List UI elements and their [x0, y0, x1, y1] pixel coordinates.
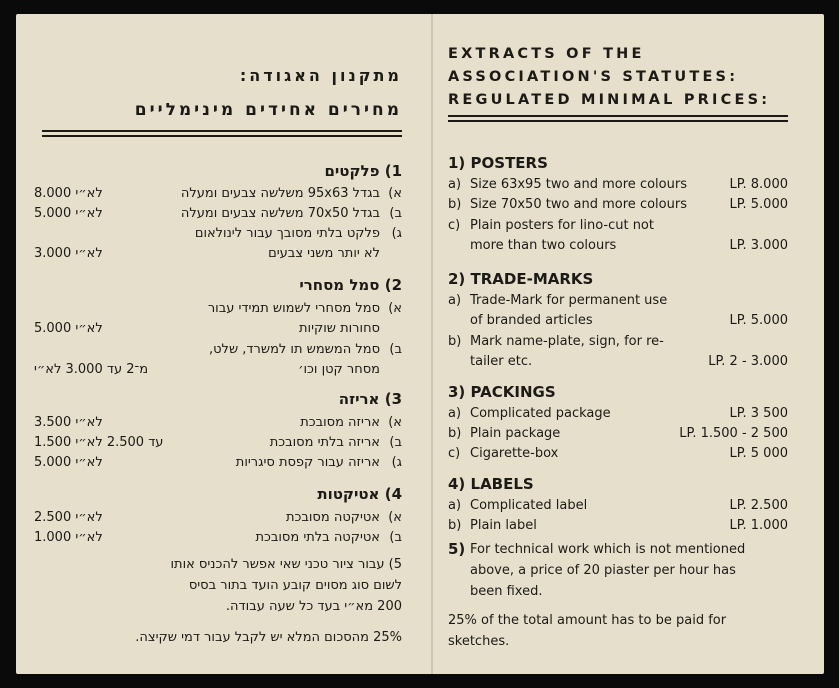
english-price-item: [448, 177, 788, 192]
item-text: Size 70x50 two and more colours: [470, 197, 687, 212]
item-label: b): [448, 518, 462, 533]
english-price-item: [448, 293, 788, 308]
item-price: LP. 8.000: [729, 177, 788, 192]
item-price: LP. 2 - 3.000: [708, 354, 788, 369]
hebrew-title-rule: [42, 130, 402, 132]
hebrew-section-heading: 4) אטיקטות: [317, 485, 402, 503]
item-label: a): [448, 406, 462, 421]
item-price: LP. 5.000: [729, 313, 788, 328]
item-label: a): [448, 498, 462, 513]
section-5-line: For technical work which is not mentioned: [470, 542, 746, 557]
hebrew-price-item: [34, 415, 402, 430]
item-price: מ־2 עד 3.000 לא״י: [34, 362, 149, 377]
hebrew-title-line-1: מתקנון האגודה:: [239, 66, 402, 85]
footer-line: sketches.: [448, 634, 510, 649]
item-price: 1.000 לא״י: [34, 530, 103, 545]
english-title-line-3: REGULATED MINIMAL PRICES:: [448, 92, 771, 108]
english-column: [448, 14, 798, 674]
item-label: א): [388, 415, 402, 430]
item-label: ב): [389, 206, 402, 221]
hebrew-section-heading: 1) פלקטים: [324, 162, 402, 180]
item-text: אריזה עבור קפסת סיגריות: [235, 455, 380, 470]
section-5-line: לשום סוג מסוים קובע הועד בתור בסיס: [188, 578, 402, 593]
hebrew-price-item: [34, 455, 402, 470]
hebrew-price-item: [34, 301, 402, 316]
section-5-line: 5) עבור ציור טכני שאי אפשר להכניס אותו: [170, 557, 402, 572]
item-label: c): [448, 446, 461, 461]
item-price: LP. 3 500: [729, 406, 788, 421]
english-section-heading: 3) PACKINGS: [448, 383, 556, 401]
hebrew-price-item: [34, 206, 402, 221]
english-price-item: [448, 498, 788, 513]
item-label: b): [448, 197, 462, 212]
item-price: 5.000 לא״י: [34, 321, 103, 336]
center-fold: [431, 14, 433, 674]
english-footer: [448, 610, 793, 652]
item-price: LP. 3.000: [729, 238, 788, 253]
english-price-item: [448, 334, 788, 349]
item-label: b): [448, 426, 462, 441]
footer-line: 25% of the total amount has to be paid for: [448, 613, 727, 628]
hebrew-price-item: [34, 226, 402, 241]
item-price: 5.000 לא״י: [34, 206, 103, 221]
english-section-heading: 1) POSTERS: [448, 154, 548, 172]
item-label: ב): [389, 530, 402, 545]
item-price: LP. 1.000: [729, 518, 788, 533]
section-5-number: 5): [448, 540, 466, 558]
item-text: tailer etc.: [470, 354, 533, 369]
item-label: a): [448, 177, 462, 192]
item-price: 3.000 לא״י: [34, 246, 103, 261]
item-text: בגדל 95x63 משלשה צבעים ומעלה: [180, 186, 380, 201]
item-text: פלקט בלתי מסובך עבור לינולאום: [194, 226, 380, 241]
price-leaflet: [16, 14, 824, 674]
item-price: 1.500 עד 2.500 לא״י: [34, 435, 164, 450]
english-title-rule-2: [448, 120, 788, 122]
item-text: אטיקטה בלתי מסובכת: [255, 530, 380, 545]
hebrew-title-rule-2: [42, 135, 402, 137]
item-text: מסחר קטן וכו׳: [298, 362, 380, 377]
item-label: c): [448, 218, 461, 233]
english-price-item: [448, 354, 788, 369]
hebrew-title-line-2: מחירים אחידים מינימליים: [134, 100, 402, 120]
item-price: LP. 5 000: [729, 446, 788, 461]
hebrew-section-heading: 3) אריזה: [338, 390, 402, 408]
item-text: Complicated label: [470, 498, 588, 513]
item-text: אטיקטה מסובכת: [285, 510, 380, 525]
item-text: Trade-Mark for permanent use: [470, 293, 668, 308]
item-price: 8.000 לא״י: [34, 186, 103, 201]
english-section-heading: 4) LABELS: [448, 475, 534, 493]
item-label: ג): [391, 455, 402, 470]
item-text: לא יותר משני צבעים: [268, 246, 380, 261]
english-title-line-2: ASSOCIATION'S STATUTES:: [448, 69, 739, 85]
english-section-5: [448, 539, 793, 602]
hebrew-price-item: [34, 342, 402, 357]
item-price: 5.000 לא״י: [34, 455, 103, 470]
item-text: Cigarette-box: [470, 446, 559, 461]
hebrew-column: [34, 14, 402, 674]
english-price-item: [448, 197, 788, 212]
english-title-line-1: EXTRACTS OF THE: [448, 46, 645, 62]
item-label: א): [388, 510, 402, 525]
item-text: בגדל 70x50 משלשה צבעים ומעלה: [180, 206, 380, 221]
item-text: Plain label: [470, 518, 537, 533]
item-text: סחורות שוקיות: [299, 321, 380, 336]
item-label: a): [448, 293, 462, 308]
item-text: סמל המשמש תו למשרד, שלט,: [209, 342, 380, 357]
item-text: אריזה בלתי מסובכת: [269, 435, 380, 450]
english-price-item: [448, 218, 788, 233]
hebrew-price-item: [34, 530, 402, 545]
item-text: Plain package: [470, 426, 561, 441]
english-title-rule: [448, 115, 788, 117]
section-5-line: been fixed.: [470, 584, 543, 599]
item-label: א): [388, 186, 402, 201]
hebrew-price-item: [34, 186, 402, 201]
section-5-line: 200 מא״י בעד כל שעה עבודה.: [225, 599, 402, 614]
item-price: LP. 2.500: [729, 498, 788, 513]
hebrew-price-item: [34, 510, 402, 525]
english-price-item: [448, 518, 788, 533]
item-text: Plain posters for lino-cut not: [470, 218, 654, 233]
hebrew-price-item: [34, 362, 402, 377]
item-price: LP. 5.000: [729, 197, 788, 212]
hebrew-section-heading: 2) סמל מסחרי: [299, 276, 402, 294]
english-price-item: [448, 313, 788, 328]
english-price-item: [448, 426, 788, 441]
english-price-item: [448, 238, 788, 253]
item-label: ב): [389, 435, 402, 450]
item-label: ב): [389, 342, 402, 357]
item-text: of branded articles: [470, 313, 593, 328]
item-text: Size 63x95 two and more colours: [470, 177, 687, 192]
item-label: א): [388, 301, 402, 316]
hebrew-price-item: [34, 246, 402, 261]
item-price: 2.500 לא״י: [34, 510, 103, 525]
hebrew-price-item: [34, 321, 402, 336]
hebrew-section-5: [34, 554, 402, 617]
english-section-heading: 2) TRADE-MARKS: [448, 270, 594, 288]
item-price: 3.500 לא״י: [34, 415, 103, 430]
english-price-item: [448, 446, 788, 461]
hebrew-price-item: [34, 435, 402, 450]
item-text: more than two colours: [470, 238, 617, 253]
item-text: Complicated package: [470, 406, 611, 421]
english-price-item: [448, 406, 788, 421]
item-price: LP. 1.500 - 2 500: [679, 426, 788, 441]
hebrew-footer: 25% מהסכום המלא יש לקבל עבור דמי שקיצה.: [135, 630, 402, 645]
item-text: Mark name-plate, sign, for re-: [470, 334, 664, 349]
item-label: ג): [391, 226, 402, 241]
item-label: b): [448, 334, 462, 349]
item-text: אריזה מסובכת: [300, 415, 380, 430]
item-text: סמל מסחרי לשמוש תמידי עבור: [207, 301, 380, 316]
section-5-line: above, a price of 20 piaster per hour has: [470, 563, 736, 578]
